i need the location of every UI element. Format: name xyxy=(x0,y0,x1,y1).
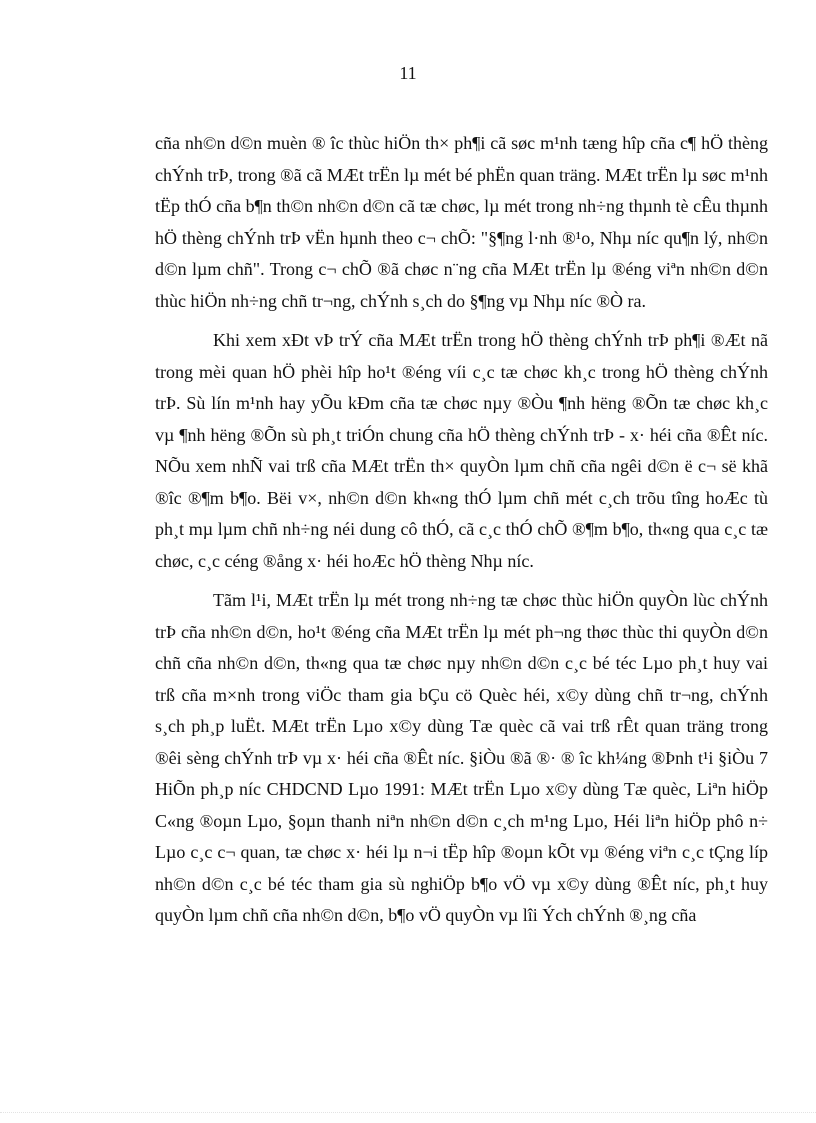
page-number: 11 xyxy=(399,63,417,83)
body-text xyxy=(155,128,768,940)
paragraph-summary: Tãm l¹i, MÆt trËn lµ mét trong nh÷ng tæ chøc thùc hiÖn quyÒn lùc chÝnh trÞ cña nh©n d©n, ho¹t ®éng cña MÆt trËn lµ mét ph¬ng thøc thùc thi quyÒn d©n chñ cña nh©n d©n, th«ng qua tæ chøc nµy nh©n d©n c¸c bé téc Lµo ph¸t huy vai trß cña m×nh trong viÖc tham gia bÇu cö Quèc héi, x©y dùng chñ tr¬ng, chÝnh s¸ch ph¸p luËt. MÆt trËn Lµo x©y dùng Tæ quèc cã vai trß rÊt quan träng trong ®êi sèng chÝnh trÞ vµ x· héi cña ®Êt níc. §iÒu ®ã ®· ® îc kh¼ng ®Þnh t¹i §iÒu 7 HiÕn ph¸p níc CHDCND Lµo 1991: MÆt trËn Lµo x©y dùng Tæ quèc, Liªn hiÖp C«ng ®oµn Lµo, §oµn thanh niªn nh©n d©n c¸ch m¹ng Lµo, Héi liªn hiÖp phô n÷ Lµo c¸c c¬ quan, tæ chøc x· héi lµ n¬i tËp hîp ®oµn kÕt vµ ®éng viªn c¸c tÇng líp nh©n d©n c¸c bé téc tham gia sù nghiÖp b¶o vÖ vµ x©y dùng ®Êt níc, ph¸t huy quyÒn lµm chñ cña nh©n d©n, b¶o vÖ quyÒn vµ lîi Ých chÝnh ®¸ng cña xyxy=(155,590,768,925)
page-bottom-divider xyxy=(0,1112,816,1113)
paragraph-front-position: Khi xem xÐt vÞ trÝ cña MÆt trËn trong hÖ thèng chÝnh trÞ ph¶i ®Æt nã trong mèi quan hÖ phèi hîp ho¹t ®éng víi c¸c tæ chøc kh¸c trong hÖ thèng chÝnh trÞ. Sù lín m¹nh hay yÕu kÐm cña tæ chøc nµy ®Òu ¶nh hëng ®Õn tæ chøc kh¸c vµ ¶nh hëng ®Õn sù ph¸t triÓn chung cña hÖ thèng chÝnh trÞ - x· héi cña ®Êt níc. NÕu xem nhÑ vai trß cña MÆt trËn th× quyÒn lµm chñ cña ngêi d©n ë c¬ së khã ®îc ®¶m b¶o. Bëi v×, nh©n d©n kh«ng thÓ lµm chñ mét c¸ch trõu tîng hoÆc tù ph¸t mµ lµm chñ nh÷ng néi dung cô thÓ, cã c¸c thÓ chÕ ®¶m b¶o, th«ng qua c¸c tæ chøc, c¸c céng ®ång x· héi hoÆc hÖ thèng Nhµ níc. xyxy=(155,330,768,571)
paragraph-continuation: cña nh©n d©n muèn ® îc thùc hiÖn th× ph¶i cã søc m¹nh tæng hîp cña c¶ hÖ thèng chÝnh trÞ, trong ®ã cã MÆt trËn lµ mét bé phËn quan träng. MÆt trËn lµ søc m¹nh tËp thÓ cña b¶n th©n nh©n d©n cã tæ chøc, lµ mét trong nh÷ng thµnh tè cÊu thµnh hÖ thèng chÝnh trÞ vËn hµnh theo c¬ chÕ: "§¶ng l·nh ®¹o, Nhµ níc qu¶n lý, nh©n d©n lµm chñ". Trong c¬ chÕ ®ã chøc n¨ng cña MÆt trËn lµ ®éng viªn nh©n d©n thùc hiÖn nh÷ng chñ tr¬ng, chÝnh s¸ch do §¶ng vµ Nhµ níc ®Ò ra. xyxy=(155,133,768,311)
